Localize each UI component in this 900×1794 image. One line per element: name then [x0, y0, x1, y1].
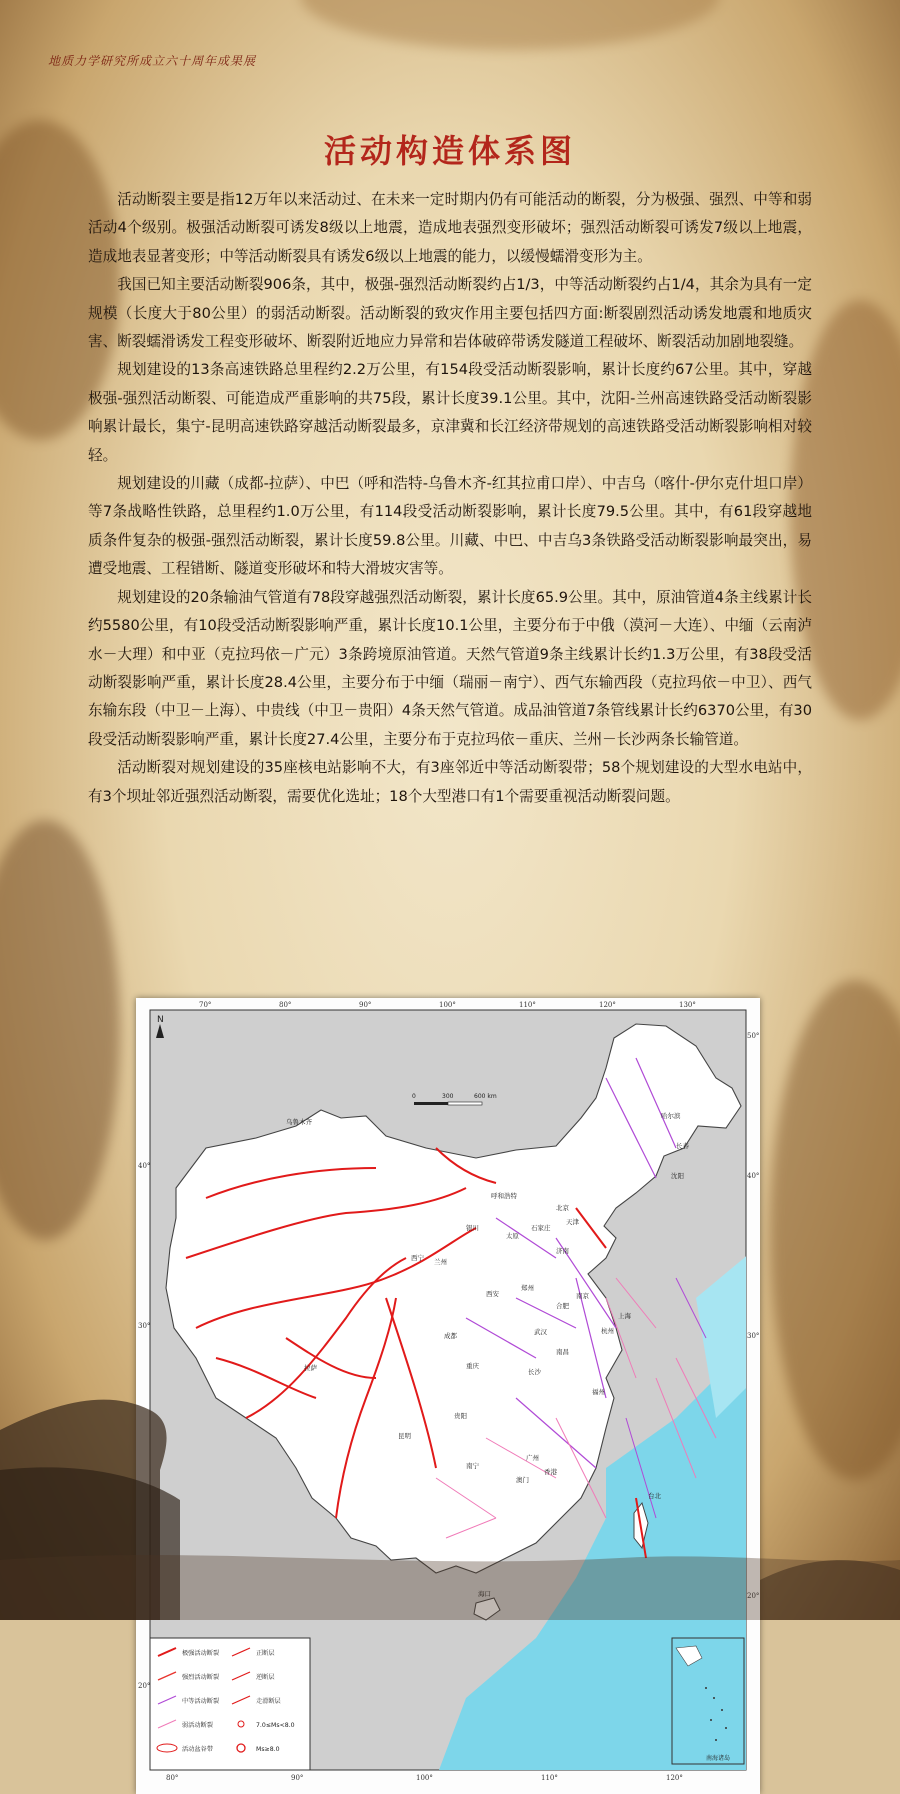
city-label: 长沙 [528, 1368, 541, 1376]
city-label: 乌鲁木齐 [286, 1118, 312, 1126]
lat-label: 20° [747, 1592, 760, 1600]
lon-label: 100° [416, 1774, 433, 1782]
paragraph: 我国已知主要活动断裂906条，其中，极强-强烈活动断裂约占1/3，中等活动断裂约占1/4，其余为具有一定规模（长度大于80公里）的弱活动断裂。活动断裂的致灾作用主要包括四方面:断裂剧烈活动诱发地震和地质灾害、断裂蠕滑诱发工程变形破坏、断裂附近地应力异常和岩体破碎带诱发隧道工程破坏、断裂活动加剧地裂缝。 [88, 276, 812, 351]
legend-label: 活动盆谷带 [182, 1746, 213, 1753]
legend-label: 走滑断层 [256, 1698, 281, 1705]
city-label: 兰州 [434, 1258, 447, 1266]
legend-label: 中等活动断裂 [182, 1698, 220, 1705]
legend-label: 弱活动断裂 [182, 1722, 213, 1729]
city-label: 银川 [466, 1224, 479, 1232]
paragraph: 规划建设的20条输油气管道有78段穿越强烈活动断裂，累计长度65.9公里。其中，原油管道4条主线累计长约5580公里，有10段受活动断裂影响严重，累计长度10.1公里，主要分布于中俄（漠河－大连）、中缅（云南泸水－大理）和中亚（克拉玛依－广元）3条跨境原油管道。天然气管道9条主线累计长约1.3万公里，有38段受活动断裂影响严重，累计长度28.4公里，主要分布于中缅（瑞丽－南宁）、西气东输西段（克拉玛依－中卫）、西气东输东段（中卫－上海）、中贵线（中卫－贵阳）4条天然气管道。成品油管道7条管线累计长约6370公里，有30段受活动断裂影响严重，累计长度27.4公里，主要分布于克拉玛依－重庆、兰州－长沙两条长输管道。 [88, 588, 812, 748]
city-label: 贵阳 [454, 1412, 467, 1420]
lon-label: 130° [679, 1001, 696, 1009]
city-label: 广州 [526, 1454, 539, 1462]
lat-label: 30° [747, 1332, 760, 1340]
legend-label: 强烈活动断裂 [182, 1674, 220, 1681]
lon-label: 80° [279, 1001, 292, 1009]
paragraph: 活动断裂对规划建设的35座核电站影响不大，有3座邻近中等活动断裂带；58个规划建设的大型水电站中，有3个坝址邻近强烈活动断裂，需要优化选址；18个大型港口有1个需要重视活动断裂问题。 [88, 759, 812, 805]
city-label: 海口 [478, 1590, 491, 1598]
city-label: 武汉 [534, 1328, 547, 1336]
svg-text:N: N [157, 1015, 164, 1025]
lon-label: 100° [439, 1001, 456, 1009]
city-label: 拉萨 [304, 1364, 317, 1372]
city-label: 杭州 [601, 1327, 614, 1335]
paragraph: 规划建设的川藏（成都-拉萨）、中巴（呼和浩特-乌鲁木齐-红其拉甫口岸）、中吉乌（喀什-伊尔克什坦口岸）等7条战略性铁路，总里程约1.0万公里，有114段受活动断裂影响，累计长度79.5公里。其中，有61段穿越地质条件复杂的极强-强烈活动断裂，累计长度59.8公里。川藏、中巴、中吉乌3条铁路受活动断裂影响最突出，易遭受地震、工程错断、隧道变形破坏和特大滑坡灾害等。 [88, 475, 812, 578]
city-label: 台北 [648, 1492, 661, 1500]
lat-label: 40° [747, 1172, 760, 1180]
city-label: 北京 [556, 1204, 569, 1212]
lat-label: 40° [138, 1162, 151, 1170]
exhibition-tagline: 地质力学研究所成立六十周年成果展 [48, 54, 257, 68]
lon-label: 90° [291, 1774, 304, 1782]
legend-label: 正断层 [256, 1650, 275, 1657]
city-label: 重庆 [466, 1362, 479, 1370]
city-label: 西宁 [411, 1254, 424, 1262]
city-label: 合肥 [556, 1302, 569, 1310]
lon-label: 80° [166, 1774, 179, 1782]
map-legend [150, 1638, 310, 1770]
city-label: 哈尔滨 [661, 1112, 681, 1120]
paragraph: 活动断裂主要是指12万年以来活动过、在未来一定时期内仍有可能活动的断裂，分为极强、强烈、中等和弱活动4个级别。极强活动断裂可诱发8级以上地震，造成地表强烈变形破坏；强烈活动断裂可诱发7级以上地震，造成地表显著变形；中等活动断裂具有诱发6级以上地震的能力，以缓慢蠕滑变形为主。 [88, 191, 812, 265]
city-label: 香港 [544, 1468, 557, 1476]
city-label: 呼和浩特 [491, 1192, 517, 1200]
body-text [88, 186, 812, 811]
svg-text:0: 0 [412, 1093, 416, 1100]
city-label: 南昌 [556, 1348, 569, 1356]
city-label: 沈阳 [671, 1172, 684, 1180]
south-china-sea-inset [672, 1638, 744, 1764]
city-label: 长春 [676, 1142, 689, 1150]
city-label: 福州 [592, 1388, 605, 1396]
legend-label: 极强活动断裂 [182, 1650, 220, 1657]
lat-label: 50° [747, 1032, 760, 1040]
city-label: 西安 [486, 1290, 499, 1298]
city-label: 澳门 [516, 1476, 529, 1484]
paragraph: 规划建设的13条高速铁路总里程约2.2万公里，有154段受活动断裂影响，累计长度约67公里。其中，穿越极强-强烈活动断裂、可能造成严重影响的共75段，累计长度39.1公里。其中，沈阳-兰州高速铁路受活动断裂影响累计最长，集宁-昆明高速铁路穿越活动断裂最多，京津冀和长江经济带规划的高速铁路受活动断裂影响相对较轻。 [88, 361, 812, 464]
city-label: 南京 [576, 1292, 589, 1300]
legend-label: Ms≥8.0 [256, 1746, 280, 1753]
lat-label: 20° [138, 1682, 151, 1690]
city-label: 郑州 [521, 1284, 534, 1292]
lon-label: 120° [599, 1001, 616, 1009]
lon-label: 120° [666, 1774, 683, 1782]
page-title: 活动构造体系图 [323, 132, 576, 170]
lon-label: 70° [199, 1001, 212, 1009]
legend-label: 7.0≤Ms<8.0 [256, 1722, 295, 1729]
lat-label: 30° [138, 1322, 151, 1330]
city-label: 成都 [444, 1332, 457, 1340]
lon-label: 90° [359, 1001, 372, 1009]
svg-text:南海诸岛: 南海诸岛 [706, 1755, 731, 1762]
svg-text:600 km: 600 km [474, 1093, 497, 1100]
city-label: 太原 [506, 1232, 519, 1240]
legend-label: 逆断层 [256, 1674, 275, 1681]
svg-text:300: 300 [442, 1093, 454, 1100]
lon-label: 110° [541, 1774, 558, 1782]
city-label: 天津 [566, 1218, 579, 1226]
lon-label: 110° [519, 1001, 536, 1009]
city-label: 济南 [556, 1247, 569, 1255]
city-label: 昆明 [398, 1432, 411, 1440]
city-label: 石家庄 [531, 1224, 551, 1232]
city-label: 南宁 [466, 1462, 479, 1470]
city-label: 上海 [618, 1312, 631, 1320]
map-svg [136, 998, 760, 1794]
